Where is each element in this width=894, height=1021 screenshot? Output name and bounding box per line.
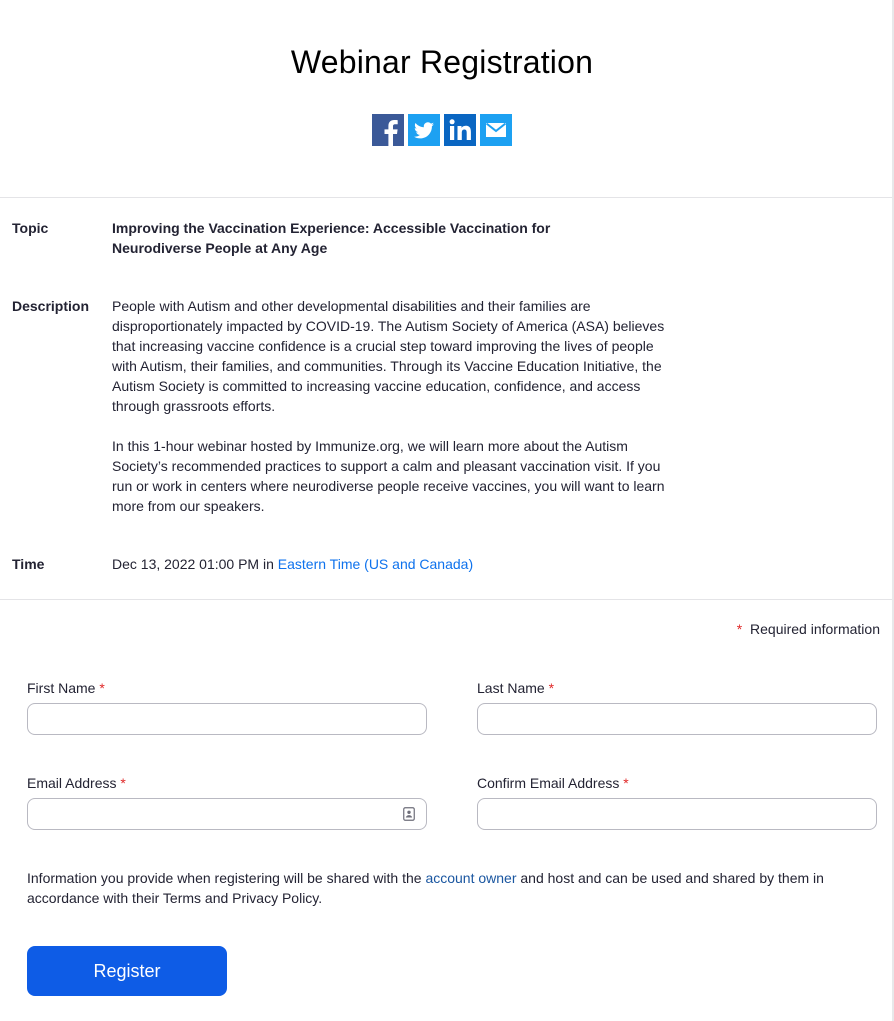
privacy-notice xyxy=(27,868,889,908)
linkedin-icon xyxy=(444,114,476,146)
twitter-icon xyxy=(408,114,440,146)
timezone-link[interactable]: Eastern Time (US and Canada) xyxy=(277,556,474,572)
required-star: * xyxy=(548,680,555,696)
share-facebook-button[interactable] xyxy=(372,114,404,146)
details-divider xyxy=(0,599,892,600)
notice-text: Information you provide when registering will be shared with the xyxy=(27,870,422,886)
share-linkedin-button[interactable] xyxy=(444,114,476,146)
email-input[interactable] xyxy=(27,798,427,830)
description-paragraph: In this 1-hour webinar hosted by Immunize.org, we will learn more about the Autism Society’s recommended practices to support a calm and pleasant vaccination visit. If you run or work in centers where neurodiverse people receive vaccines, you will want to learn more from our speakers. xyxy=(112,438,665,514)
confirm-email-label-text: Confirm Email Address xyxy=(477,775,620,791)
last-name-input[interactable] xyxy=(477,703,877,735)
time-datetime: Dec 13, 2022 01:00 PM xyxy=(112,556,260,572)
description-label: Description xyxy=(12,298,90,314)
required-star: * xyxy=(623,775,629,791)
first-name-label xyxy=(27,680,105,696)
last-name-label xyxy=(477,680,554,696)
time-label: Time xyxy=(12,556,45,572)
email-label xyxy=(27,775,126,791)
last-name-label-text: Last Name xyxy=(477,680,545,696)
facebook-icon xyxy=(372,114,404,146)
topic-value: Improving the Vaccination Experience: Accessible Vaccination for Neurodiverse People at Any Age xyxy=(112,220,551,256)
header-divider xyxy=(0,197,892,198)
required-information-text: Required information xyxy=(750,621,880,637)
time-in-text: in xyxy=(263,556,274,572)
topic-label: Topic xyxy=(12,220,49,236)
description-paragraph: People with Autism and other developmental disabilities and their families are disproportionately impacted by COVID-19. The Autism Society of America (ASA) believes that increasing vaccine confidence is a crucial step toward improving the lives of people with Autism, their families, and communities. Through its Vaccine Education Initiative, the Autism Society is committed to increasing vaccine education, confidence, and access through grassroots efforts. xyxy=(112,298,665,414)
account-owner-link[interactable]: account owner xyxy=(425,870,517,886)
page-title: Webinar Registration xyxy=(290,44,594,80)
share-twitter-button[interactable] xyxy=(408,114,440,146)
register-button[interactable]: Register xyxy=(27,946,227,996)
email-icon xyxy=(480,114,512,146)
contact-card-icon[interactable] xyxy=(403,807,415,821)
required-star: * xyxy=(99,680,105,696)
confirm-email-label xyxy=(477,775,629,791)
time-value xyxy=(112,554,473,574)
notice-text: and host and can be used and shared by them in accordance with their Terms and Privacy Policy. xyxy=(27,870,824,906)
required-information-note xyxy=(737,621,880,637)
first-name-label-text: First Name xyxy=(27,680,96,696)
required-star: * xyxy=(736,621,743,637)
description-value xyxy=(112,296,672,516)
share-email-button[interactable] xyxy=(480,114,512,146)
required-star: * xyxy=(120,775,126,791)
share-bar xyxy=(372,114,512,146)
confirm-email-input[interactable] xyxy=(477,798,877,830)
first-name-input[interactable] xyxy=(27,703,427,735)
email-label-text: Email Address xyxy=(27,775,117,791)
